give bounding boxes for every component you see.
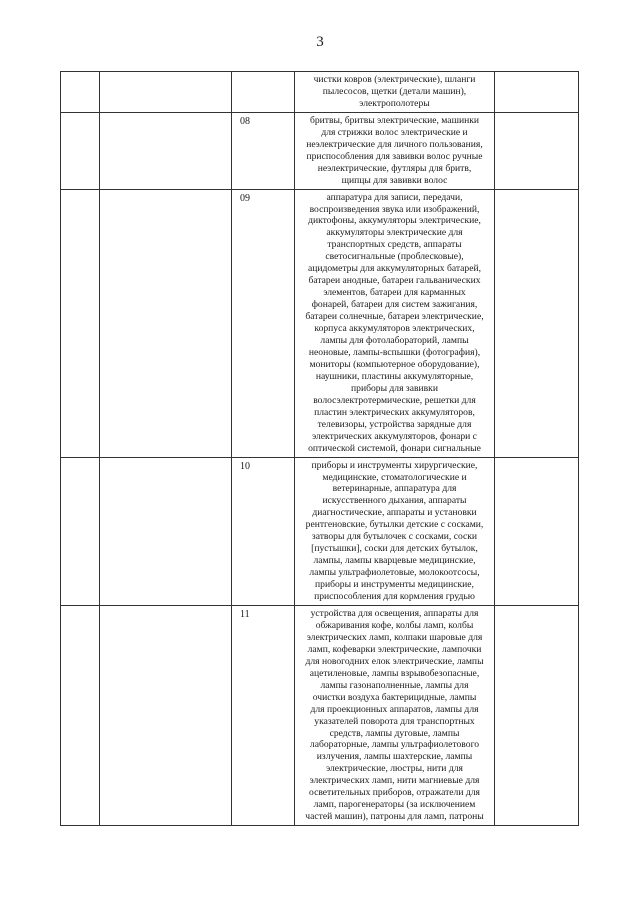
empty-cell-notes: [495, 112, 579, 189]
description-line: приборы для завивки: [351, 382, 438, 394]
description-line: бритвы, бритвы электрические, машинки: [309, 114, 480, 126]
description-line: неэлектрические для личного пользования,: [306, 138, 483, 150]
class-code: 09: [232, 189, 295, 457]
description-line: обжаривания кофе, колбы ламп, колбы: [315, 619, 474, 631]
description-line: лампы ультрафиолетовые, молокоотсосы,: [309, 567, 480, 579]
description-line: указателей поворота для транспортных: [314, 715, 475, 727]
goods-description: [295, 189, 495, 457]
description-line: электрические, люстры, нити для: [326, 763, 463, 775]
empty-cell-number: [61, 457, 100, 605]
description-line: лампы газонаполненные, лампы для: [320, 679, 469, 691]
description-line: осветительных приборов, отражатели для: [309, 787, 480, 799]
description-line: ацетиленовые, лампы взрывобезопасные,: [309, 667, 480, 679]
description-line: транспортных средств, аппараты: [327, 239, 462, 251]
description-line: лабораторные, лампы ультрафиолетового: [309, 739, 480, 751]
description-line: электрических аккумуляторов, фонари с: [312, 430, 477, 442]
table-row: [61, 72, 579, 113]
class-code: 10: [232, 457, 295, 605]
description-line: корпуса аккумуляторов электрических,: [314, 323, 475, 335]
description-line: искусственного дыхания, аппараты: [322, 495, 467, 507]
empty-cell-notes: [495, 72, 579, 113]
description-line: элементов, батареи для карманных: [323, 287, 466, 299]
empty-cell-name: [100, 72, 232, 113]
description-line: устройства для освещения, аппараты для: [310, 607, 479, 619]
description-line: лампы, лампы кварцевые медицинские,: [313, 555, 476, 567]
description-line: неэлектрические, футляры для бритв,: [317, 162, 472, 174]
description-line: пылесосов, щетки (детали машин),: [322, 85, 467, 97]
description-line: волосэлектротермические, решетки для: [313, 394, 476, 406]
table-row: [61, 605, 579, 825]
table-row: [61, 189, 579, 457]
description-line: рентгеновские, бутылки детские с сосками,: [305, 519, 484, 531]
page-number: 3: [316, 34, 324, 50]
class-code: 11: [232, 605, 295, 825]
description-line: лампы для фотолабораторий, лампы: [320, 335, 469, 347]
empty-cell-name: [100, 189, 232, 457]
description-line: ветеринарные, аппаратура для: [332, 483, 457, 495]
description-line: светосигнальные (проблесковые),: [325, 251, 464, 263]
description-line: для новогодних елок электрические, лампы: [305, 655, 484, 667]
description-line: щипцы для завивки волос: [341, 174, 448, 186]
description-line: затворы для бутылочек с сосками, соски: [311, 531, 478, 543]
empty-cell-name: [100, 605, 232, 825]
empty-cell-number: [61, 112, 100, 189]
description-line: электрических ламп, колпаки шаровые для: [306, 631, 483, 643]
description-line: для проекционных аппаратов, лампы для: [310, 703, 479, 715]
empty-cell-number: [61, 605, 100, 825]
description-line: телевизоры, устройства зарядные для: [317, 418, 472, 430]
empty-cell-number: [61, 72, 100, 113]
description-line: средств, лампы дуговые, лампы: [329, 727, 460, 739]
description-line: воспроизведения звука или изображений,: [309, 203, 480, 215]
description-line: [пустышки], соски для детских бутылок,: [311, 543, 478, 555]
description-line: батареи анодные, батареи гальванических: [308, 275, 481, 287]
description-line: диагностические, аппараты и установки: [312, 507, 477, 519]
table-row: [61, 112, 579, 189]
goods-description: [295, 72, 495, 113]
empty-cell-notes: [495, 457, 579, 605]
goods-description: [295, 605, 495, 825]
table-row: [61, 457, 579, 605]
empty-cell-name: [100, 112, 232, 189]
empty-cell-notes: [495, 189, 579, 457]
description-line: медицинские, стоматологические и: [322, 471, 467, 483]
description-line: ламп, кофеварки электрические, лампочки: [307, 643, 482, 655]
description-line: мониторы (компьютерное оборудование),: [309, 358, 480, 370]
class-code: [232, 72, 295, 113]
empty-cell-name: [100, 457, 232, 605]
description-line: аппаратура для записи, передачи,: [326, 191, 463, 203]
description-line: наушники, пластины аккумуляторные,: [315, 370, 474, 382]
description-line: неоновые, лампы-вспышки (фотография),: [308, 346, 481, 358]
description-line: батареи солнечные, батареи электрические,: [305, 311, 484, 323]
goods-description: [295, 112, 495, 189]
goods-description: [295, 457, 495, 605]
description-line: приспособления для кормления грудью: [314, 591, 475, 603]
description-line: пластин электрических аккумуляторов,: [314, 406, 475, 418]
description-line: чистки ковров (электрические), шланги: [313, 74, 476, 85]
description-line: ламп, парогенераторы (за исключением: [313, 799, 476, 811]
description-line: приборы и инструменты медицинские,: [315, 579, 474, 591]
description-line: частей машин), патроны для ламп, патроны: [305, 811, 484, 823]
description-line: для стрижки волос электрические и: [321, 126, 468, 138]
description-line: ацидометры для аккумуляторных батарей,: [307, 263, 482, 275]
description-line: приспособления для завивки волос ручные: [306, 150, 483, 162]
description-line: аккумуляторы электрические для: [326, 227, 463, 239]
description-line: оптической системой, фонари сигнальные: [308, 442, 481, 454]
description-line: диктофоны, аккумуляторы электрические,: [308, 215, 481, 227]
empty-cell-notes: [495, 605, 579, 825]
description-line: электрополотеры: [359, 97, 430, 109]
description-line: электрических ламп, нити магниевые для: [309, 775, 480, 787]
description-line: излучения, лампы шахтерские, лампы: [316, 751, 473, 763]
description-line: приборы и инструменты хирургические,: [311, 459, 478, 471]
description-line: очистки воздуха бактерицидные, лампы: [312, 691, 477, 703]
empty-cell-number: [61, 189, 100, 457]
class-code: 08: [232, 112, 295, 189]
goods-classification-table: [60, 71, 579, 826]
description-line: фонарей, батареи для систем зажигания,: [311, 299, 478, 311]
